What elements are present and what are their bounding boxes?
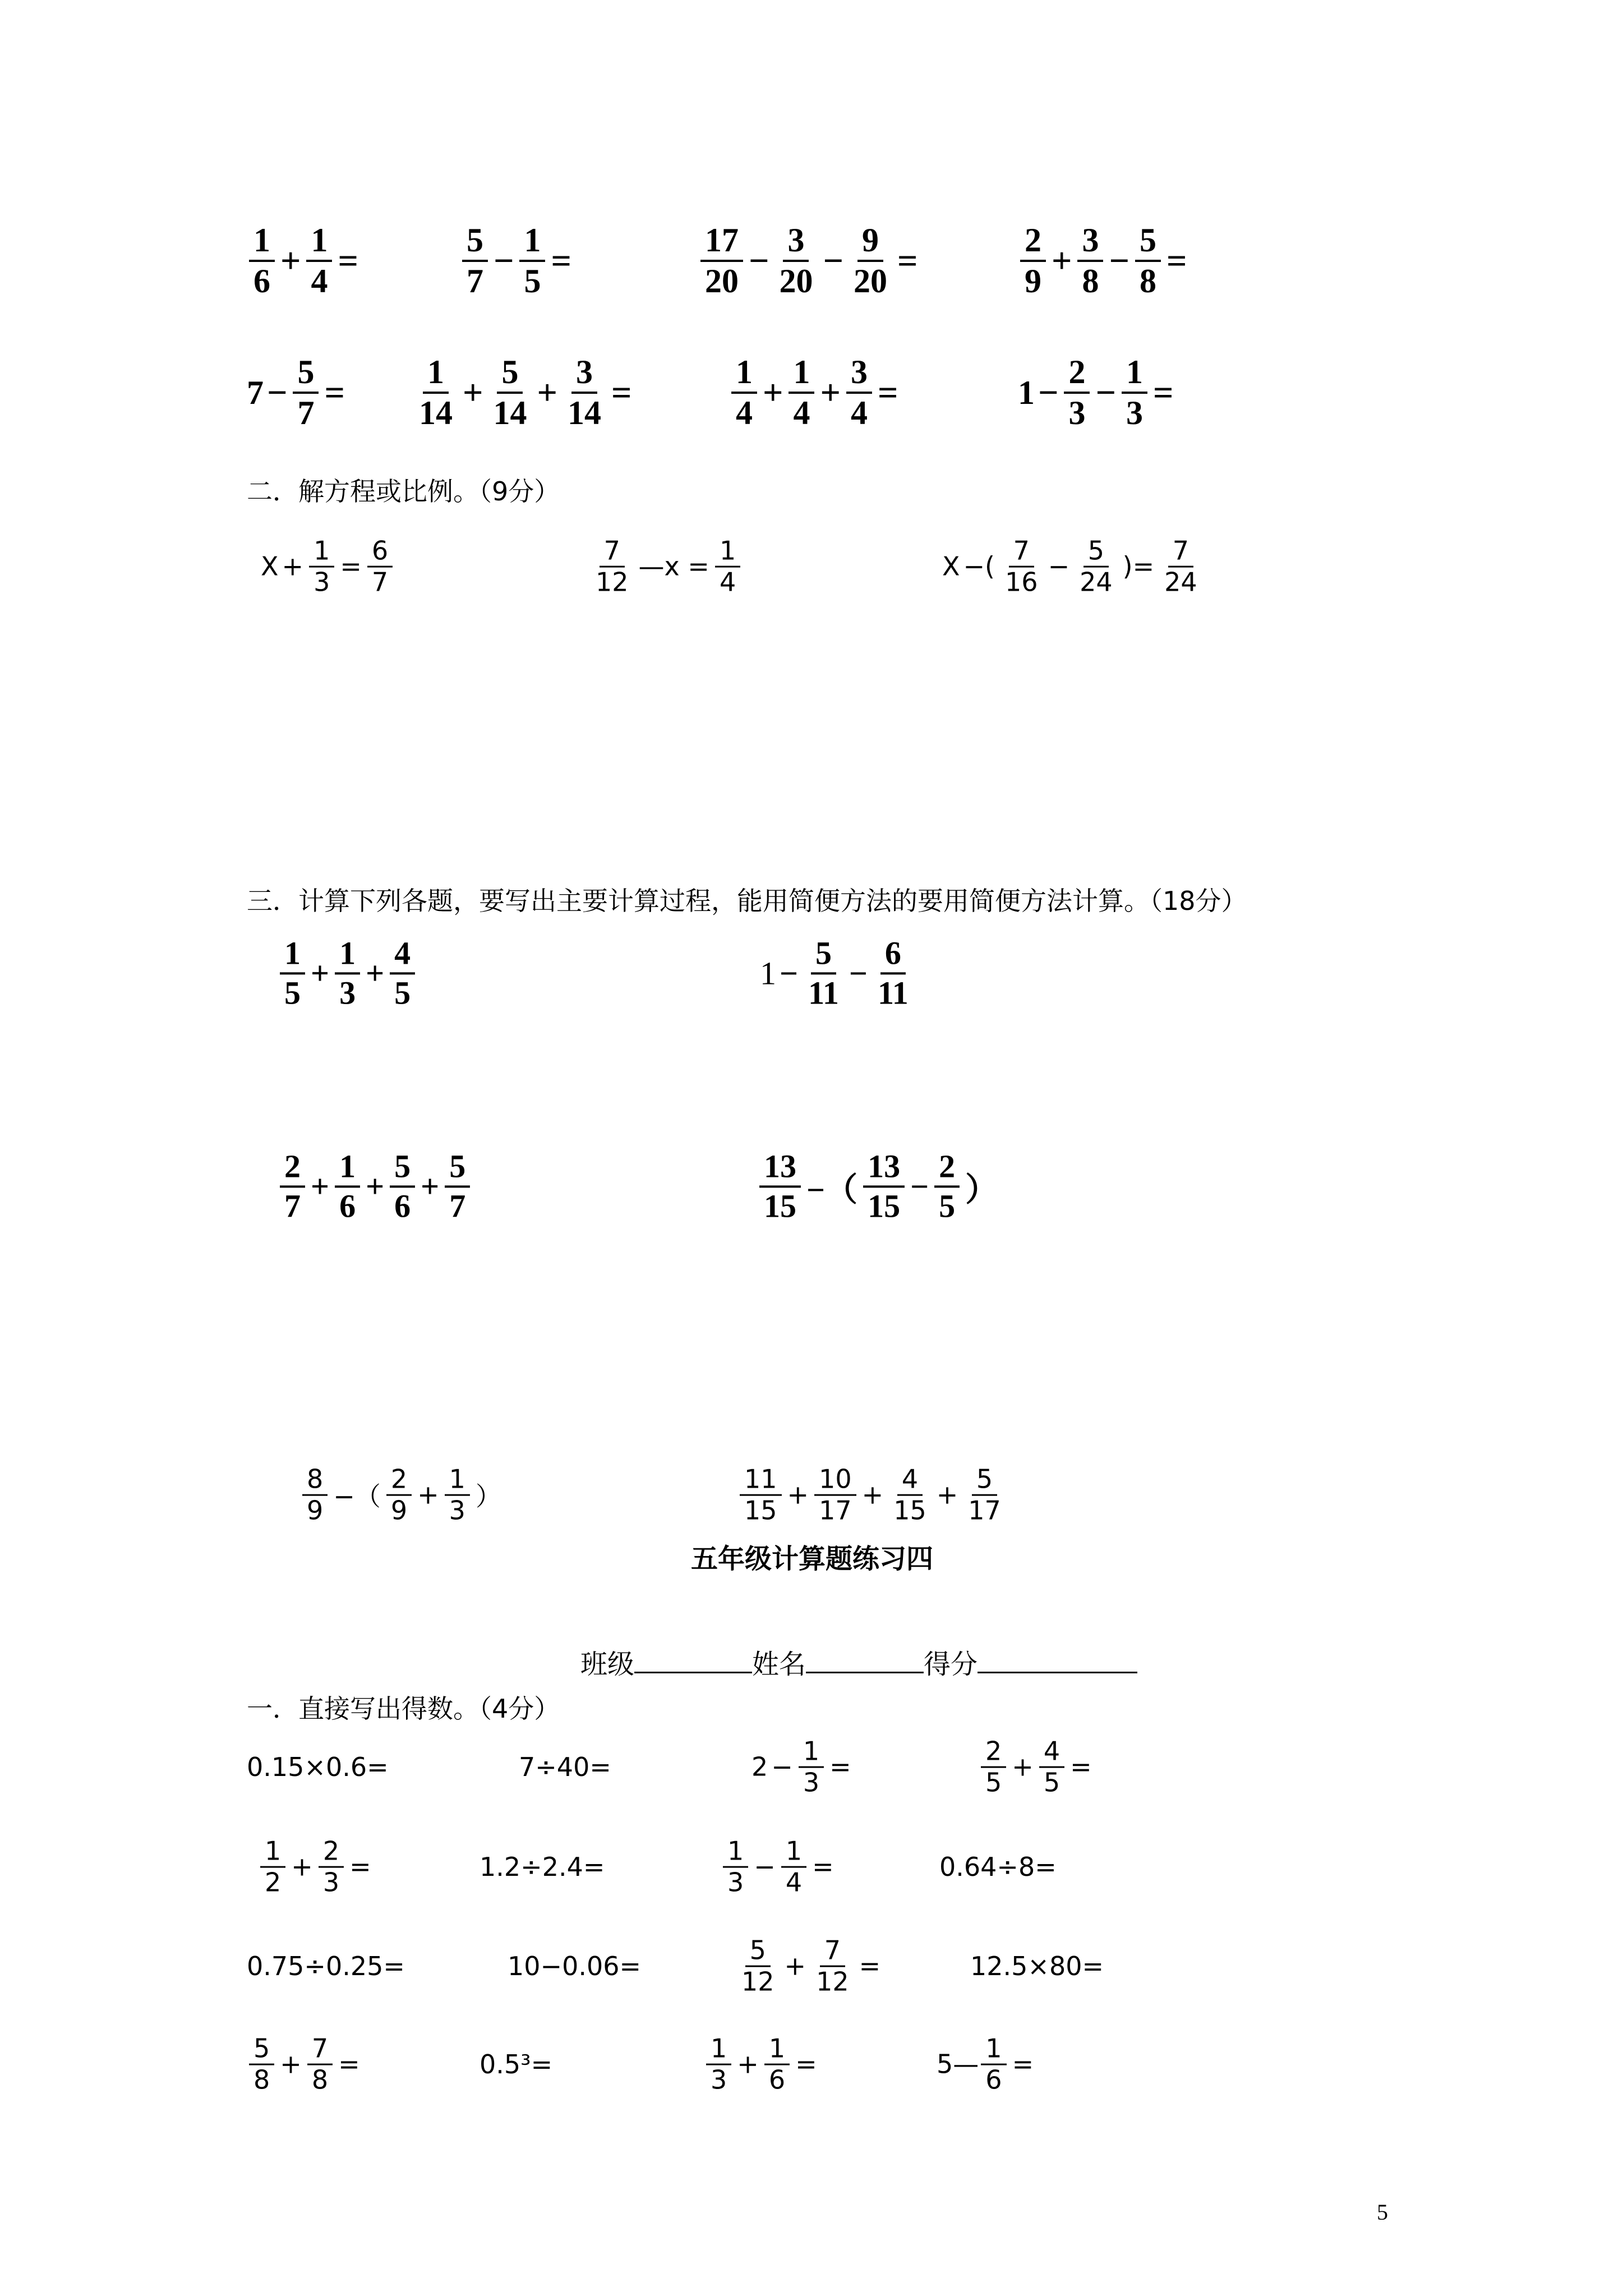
problem: $\frac{2}{5}$ + $\frac{4}{5}$ = (979, 1737, 1095, 1798)
class-blank[interactable] (634, 1645, 752, 1673)
name-blank[interactable] (806, 1645, 924, 1673)
problem: 1 − $\frac{5}{11}$ − $\frac{6}{11}$ (760, 935, 909, 1011)
problem: $\frac{1}{14}$ + $\frac{5}{14}$ + $\frac{3}{14}$ = (419, 353, 632, 431)
problem: $\frac{5}{12}$ + $\frac{7}{12}$ = (741, 1935, 881, 1997)
problem: $\frac{8}{9}$ −（ $\frac{2}{9}$ + $\frac{1}{3}$ ） (300, 1465, 505, 1526)
score-label: 得分 (924, 1649, 978, 1680)
problem: 10−0.06= (508, 1951, 642, 1981)
page-number: 5 (1377, 2200, 1388, 2225)
problem: 5— $\frac{1}{6}$ = (937, 2033, 1034, 2095)
problem: 0.75÷0.25= (247, 1951, 405, 1981)
problem: $\frac{1}{5}$ + $\frac{1}{3}$ + $\frac{4}{5}$ (278, 935, 417, 1011)
problem: $\frac{1}{6}$ + $\frac{1}{4}$ = (247, 221, 362, 301)
problem: $\frac{1}{4}$ + $\frac{1}{4}$ + $\frac{3}{4}$ = (729, 353, 901, 432)
score-blank[interactable] (978, 1645, 1137, 1673)
section-three-heading: 三．计算下列各题，要写出主要计算过程，能用简便方法的要用简便方法计算。（18分） (247, 886, 1247, 916)
equation: X + $\frac{1}{3}$ = $\frac{6}{7}$ (261, 536, 395, 597)
problem: $\frac{1}{2}$ + $\frac{2}{3}$ = (258, 1837, 375, 1898)
problem: $\frac{5}{8}$ + $\frac{7}{8}$ = (247, 2034, 363, 2095)
equation: X −( $\frac{7}{16}$ − $\frac{5}{24}$ )= $\frac{7}{24}$ (942, 535, 1197, 597)
class-label: 班级 (580, 1649, 635, 1680)
problem: 2 − $\frac{1}{3}$ = (751, 1736, 851, 1798)
problem: $\frac{13}{15}$ −（ $\frac{13}{15}$ − $\frac{2}{5}$ ） (757, 1148, 1001, 1225)
problem: $\frac{17}{20}$ − $\frac{3}{20}$ − $\frac{9}{20}$ = (698, 221, 921, 301)
section-one-b-heading: 一．直接写出得数。（4分） (247, 1694, 560, 1724)
equation: $\frac{7}{12}$ —x = $\frac{1}{4}$ (589, 536, 743, 597)
problem: 0.5³= (479, 2049, 553, 2079)
problem: $\frac{2}{7}$ + $\frac{1}{6}$ + $\frac{5}{6}$ + $\frac{5}{7}$ (278, 1148, 472, 1225)
problem: $\frac{11}{15}$ + $\frac{10}{17}$ + $\frac{4}{15}$ + $\frac{5}{17}$ (737, 1465, 1008, 1526)
section-two-heading: 二．解方程或比例。（9分） (247, 476, 560, 507)
name-label: 姓名 (752, 1649, 806, 1680)
problem: 7÷40= (519, 1752, 611, 1782)
problem: 1 − $\frac{2}{3}$ − $\frac{1}{3}$ = (1018, 353, 1174, 431)
problem: 0.15×0.6= (247, 1752, 389, 1782)
problem: $\frac{1}{3}$ − $\frac{1}{4}$ = (721, 1837, 837, 1898)
problem: $\frac{2}{9}$ + $\frac{3}{8}$ − $\frac{5}{8}$ = (1018, 221, 1190, 301)
problem: 1.2÷2.4= (479, 1852, 605, 1882)
student-info-line (580, 1642, 1137, 1681)
worksheet-title: 五年级计算题练习四 (691, 1543, 934, 1575)
problem: 12.5×80= (970, 1951, 1104, 1981)
problem: $\frac{1}{3}$ + $\frac{1}{6}$ = (704, 2034, 820, 2095)
problem: 0.64÷8= (939, 1852, 1057, 1882)
problem: 7 − $\frac{5}{7}$ = (247, 353, 345, 431)
problem: $\frac{5}{7}$ − $\frac{1}{5}$ = (460, 221, 575, 301)
